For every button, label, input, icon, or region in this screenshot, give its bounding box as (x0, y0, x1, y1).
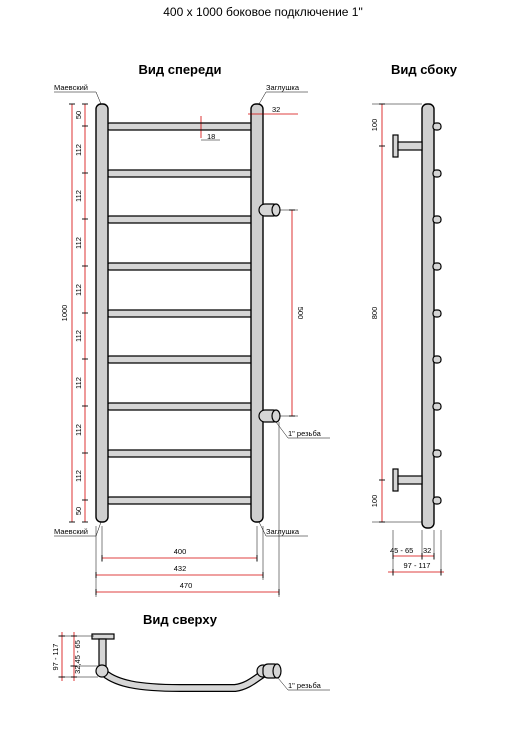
crossbar (106, 356, 254, 363)
right-collector (251, 104, 263, 522)
side-crossbar-end (433, 450, 441, 457)
crossbar (106, 450, 254, 457)
side-view-title: Вид сбоку (390, 62, 458, 77)
top-bracket-stem (99, 639, 106, 666)
thread-top-label: 1" резьба (288, 681, 321, 690)
dim-112: 112 (74, 284, 83, 296)
dim-112: 112 (74, 190, 83, 202)
crossbar (106, 216, 254, 223)
dim-112: 112 (74, 237, 83, 249)
side-dim-100-top: 100 (370, 118, 379, 132)
side-dim-97-117: 97 - 117 (403, 561, 431, 570)
connection-fitting-bottom-end (272, 410, 280, 422)
side-dim-45-65: 45 - 65 (390, 546, 414, 555)
crossbar (106, 310, 254, 317)
wall-bracket-bottom (393, 469, 422, 491)
side-view (370, 104, 444, 576)
dim-432: 432 (173, 564, 187, 573)
plug-top-label: Заглушка (266, 83, 300, 92)
front-view (54, 83, 330, 597)
side-crossbar-end (433, 310, 441, 317)
top-connection-end (273, 664, 281, 678)
side-crossbar-end (433, 403, 441, 410)
left-collector (96, 104, 108, 522)
top-view (51, 632, 330, 690)
dim-112: 112 (74, 377, 83, 389)
top-view-title: Вид сверху (143, 612, 217, 627)
side-dim-32: 32 (423, 546, 432, 555)
dim-50-top: 50 (74, 110, 83, 120)
dim-400: 400 (173, 547, 187, 556)
thread-front-label: 1" резьба (288, 429, 321, 438)
top-left-collector (96, 665, 108, 677)
side-crossbar-end (433, 216, 441, 223)
side-dim-800: 800 (370, 306, 379, 320)
crossbar (106, 497, 254, 504)
crossbar (106, 170, 254, 177)
dim-112: 112 (74, 330, 83, 342)
dim-112: 112 (74, 424, 83, 436)
side-crossbar-end (433, 263, 441, 270)
dim-1000: 1000 (60, 304, 69, 322)
dim-32: 32 (272, 105, 281, 114)
connection-fitting-top-end (272, 204, 280, 216)
plug-bottom-label: Заглушка (266, 527, 300, 536)
top-dim-32-45-65: 32,45 - 65 (73, 640, 82, 674)
dim-112: 112 (74, 470, 83, 482)
side-dim-100-bottom: 100 (370, 494, 379, 508)
wall-bracket-top (393, 135, 422, 157)
side-crossbar-end (433, 356, 441, 363)
crossbars (106, 123, 254, 504)
crossbar (106, 263, 254, 270)
side-crossbar-end (433, 497, 441, 504)
top-bracket-plate (92, 634, 114, 639)
mayevsky-bottom-label: Маевский (54, 527, 88, 536)
crossbar (106, 123, 254, 130)
crossbar (106, 403, 254, 410)
side-crossbar-end (433, 123, 441, 130)
front-view-title: Вид спереди (138, 62, 222, 77)
dim-112: 112 (74, 144, 83, 156)
top-dim-97-117: 97 - 117 (51, 643, 60, 671)
dim-18: 18 (207, 132, 216, 141)
drawing-title: 400 х 1000 боковое подключение 1" (163, 5, 363, 19)
dim-470: 470 (179, 581, 193, 590)
mayevsky-top-label: Маевский (54, 83, 88, 92)
dim-500: 500 (296, 306, 305, 320)
side-crossbar-end (433, 170, 441, 177)
dim-50-bottom: 50 (74, 506, 83, 516)
side-collector (422, 104, 434, 528)
